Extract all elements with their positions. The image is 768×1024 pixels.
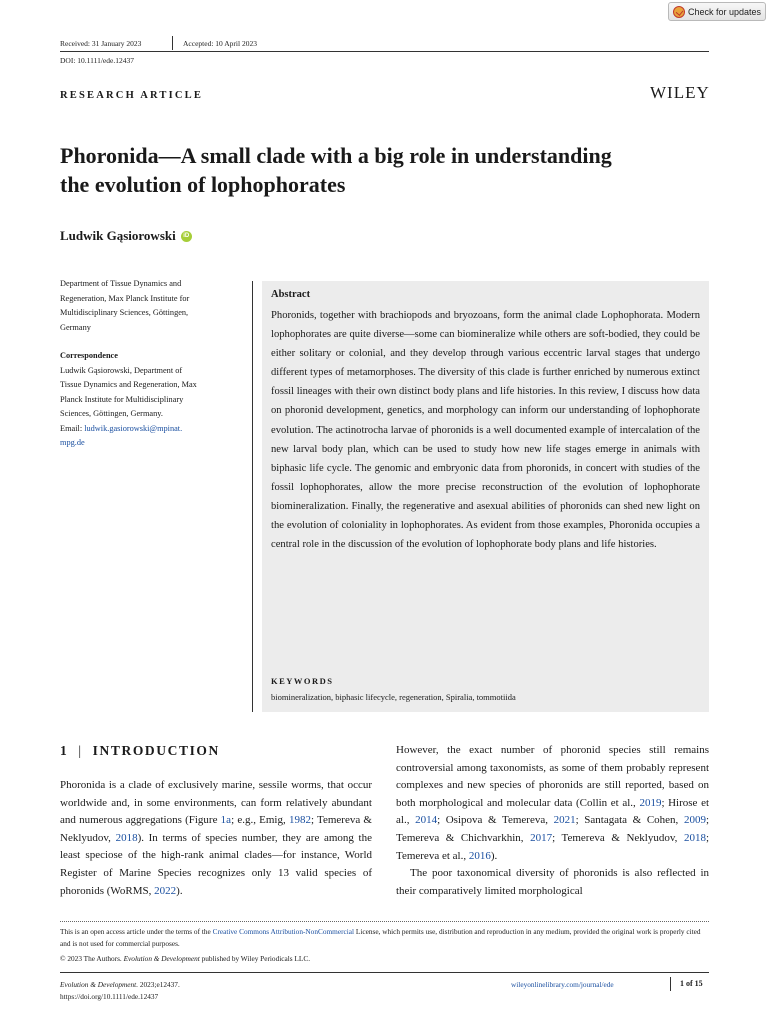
body-column-1 bbox=[60, 777, 372, 900]
body-text: Phoronida is a clade of exclusively marine, sessile worms, that occur worldwide and, in some environments, can form relatively abundant and numerous aggregations (Figure bbox=[60, 779, 372, 827]
citation-link[interactable]: 2022 bbox=[154, 884, 177, 897]
abstract-text: Phoronids, together with brachiopods and bryozoans, form the animal clade Lophophorata. Modern lophophorates are quite diverse—some can biomineralize while others are soft-bodied, they could be either solitary or colonial, and they develop through various eccentric larval stages that undergo different types of metamorphoses. The diversity of this clade is further enriched by numerous extinct fossil lineages with their own distinct body plans and life histories. In this review, I discuss how data on phoronid development, genetics, and morphology can inform our understanding of lophophorate evolution. The actinotrocha larvae of phoronids is a well documented example of intercalation of the new larval body plan, which can be used to study how new life stages emerge in animals with biphasic life cycle. The genomic and embryonic data from phoronids, in concert with studies of the fossil lophophorates, allow the more precise reconstruction of the evolution of lophophorate biomineralization. Finally, the regenerative and asexual abilities of phoronids can shed new light on the evolution of coloniality in lophophorates. As evident from those examples, Phoronida occupies a central role in the discussion of the evolution of lophophorate body plans and life histories. bbox=[271, 310, 700, 551]
body-text: ). bbox=[490, 849, 498, 862]
body-text: ). bbox=[176, 884, 183, 897]
section-number: 1 bbox=[60, 743, 69, 758]
check-for-updates-button[interactable] bbox=[668, 2, 766, 21]
author-name: Ludwik Gąsiorowski bbox=[60, 228, 176, 243]
email-line bbox=[60, 422, 245, 437]
affiliation-line: Department of Tissue Dynamics and bbox=[60, 279, 182, 288]
license-text: This is an open access article under the terms of the bbox=[60, 927, 213, 936]
body-text: ; Temereva & Neklyudov, bbox=[552, 831, 684, 844]
license-link[interactable]: Creative Commons Attribution-NonCommercial bbox=[212, 927, 355, 936]
body-text: ; Temereva et al., bbox=[396, 831, 709, 862]
affiliation-line: Multidisciplinary Sciences, Göttingen, bbox=[60, 308, 189, 317]
title-line-1: Phoronida—A small clade with a big role in understanding bbox=[60, 143, 612, 168]
correspondence-line: Sciences, Göttingen, Germany. bbox=[60, 409, 163, 418]
citation-journal: Evolution & Development. bbox=[60, 980, 139, 989]
received-date: Received: 31 January 2023 bbox=[60, 39, 142, 48]
section-title: INTRODUCTION bbox=[92, 743, 220, 758]
correspondence-line: Tissue Dynamics and Regeneration, Max bbox=[60, 380, 197, 389]
body-text: ). In terms of species number, they are among the least speciose of the high-rank animal clades—for instance, World Register of Marine Species recognizes only 13 valid species of phoronids (WoRMS, bbox=[60, 831, 372, 897]
body-text: ; e.g., Emig, bbox=[231, 814, 289, 827]
citation-link[interactable]: 2018 bbox=[115, 831, 138, 844]
license-notice bbox=[60, 926, 710, 949]
accepted-date: Accepted: 10 April 2023 bbox=[183, 39, 257, 48]
citation-link[interactable]: 2016 bbox=[468, 849, 491, 862]
correspondence-line: Ludwik Gąsiorowski, Department of bbox=[60, 365, 183, 375]
title-line-2: the evolution of lophophorates bbox=[60, 172, 346, 197]
citation-text: 2023;e12437. bbox=[138, 980, 180, 989]
doi-url[interactable]: https://doi.org/10.1111/ede.12437 bbox=[60, 992, 159, 1001]
body-text: ; Osipova & Temereva, bbox=[437, 814, 554, 827]
correspondence-line: Planck Institute for Multidisciplinary bbox=[60, 394, 184, 404]
citation-link[interactable]: 1982 bbox=[288, 814, 311, 827]
email-link[interactable]: ludwik.gasiorowski@mpinat. bbox=[84, 423, 183, 433]
keywords-heading: KEYWORDS bbox=[271, 676, 334, 686]
footer-rule bbox=[60, 972, 709, 973]
keywords: biomineralization, biphasic lifecycle, regeneration, Spiralia, tommotiida bbox=[271, 692, 516, 702]
article-type: RESEARCH ARTICLE bbox=[60, 90, 204, 101]
body-text: ; Santagata & Cohen, bbox=[575, 814, 684, 827]
citation-link[interactable]: 2014 bbox=[415, 814, 438, 827]
abstract-heading: Abstract bbox=[271, 289, 311, 300]
abstract-divider bbox=[252, 281, 253, 712]
publisher-logo: WILEY bbox=[650, 83, 710, 102]
header-rule bbox=[60, 51, 709, 52]
citation-link[interactable]: 2021 bbox=[553, 814, 576, 827]
doi: DOI: 10.1111/ede.12437 bbox=[60, 56, 134, 65]
correspondence-heading: Correspondence bbox=[60, 351, 118, 360]
citation bbox=[60, 979, 180, 991]
email-link-continued[interactable]: mpg.de bbox=[60, 438, 85, 447]
orcid-icon[interactable]: iD bbox=[181, 231, 192, 242]
copyright-journal: Evolution & Development bbox=[123, 954, 200, 963]
author bbox=[60, 228, 192, 244]
journal-url[interactable]: wileyonlinelibrary.com/journal/ede bbox=[511, 980, 614, 989]
license-text: License, which permits use, distribution and reproduction in any medium, provided the original work is properly cited and is not used for commercial purposes. bbox=[60, 927, 701, 948]
body-paragraph: The poor taxonomical diversity of phoronids is also reflected in their comparatively limited morphological bbox=[396, 867, 709, 897]
header-divider bbox=[172, 36, 173, 50]
copyright-text: © 2023 The Authors. bbox=[60, 954, 124, 963]
section-separator: | bbox=[78, 743, 83, 758]
body-text: However, the exact number of phoronid species still remains controversial among taxonomists, as some of them probably represent complexes and new species of phoronids are still reported, based on both morphological and molecular data (Collin et al., bbox=[396, 744, 709, 809]
check-for-updates-label: Check for updates bbox=[688, 6, 762, 17]
citation-link[interactable]: 2017 bbox=[530, 831, 553, 844]
figure-link[interactable]: 1a bbox=[220, 814, 232, 827]
body-column-2 bbox=[396, 742, 709, 900]
check-updates-icon bbox=[673, 6, 685, 18]
body-text: ; Temereva & Chichvarkhin, bbox=[396, 814, 709, 844]
copyright bbox=[60, 953, 310, 965]
article-title bbox=[60, 141, 720, 199]
citation-link[interactable]: 2018 bbox=[683, 831, 706, 844]
citation-link[interactable]: 2019 bbox=[639, 796, 662, 809]
body-text: ; Hirose et al., bbox=[396, 796, 710, 827]
section-heading bbox=[60, 743, 220, 759]
body-text: ; Temereva & Neklyudov, bbox=[60, 814, 372, 844]
copyright-text: published by Wiley Periodicals LLC. bbox=[199, 954, 311, 963]
email-prefix: Email: bbox=[60, 423, 85, 433]
citation-link[interactable]: 2009 bbox=[683, 814, 706, 827]
abstract-box bbox=[262, 281, 709, 712]
affiliation-block bbox=[60, 277, 245, 451]
affiliation-line: Regeneration, Max Planck Institute for bbox=[60, 293, 190, 303]
footer-dotted-rule bbox=[60, 921, 709, 922]
footer-divider bbox=[670, 977, 671, 991]
affiliation-line: Germany bbox=[60, 322, 91, 332]
page-number: 1 of 15 bbox=[680, 979, 703, 988]
